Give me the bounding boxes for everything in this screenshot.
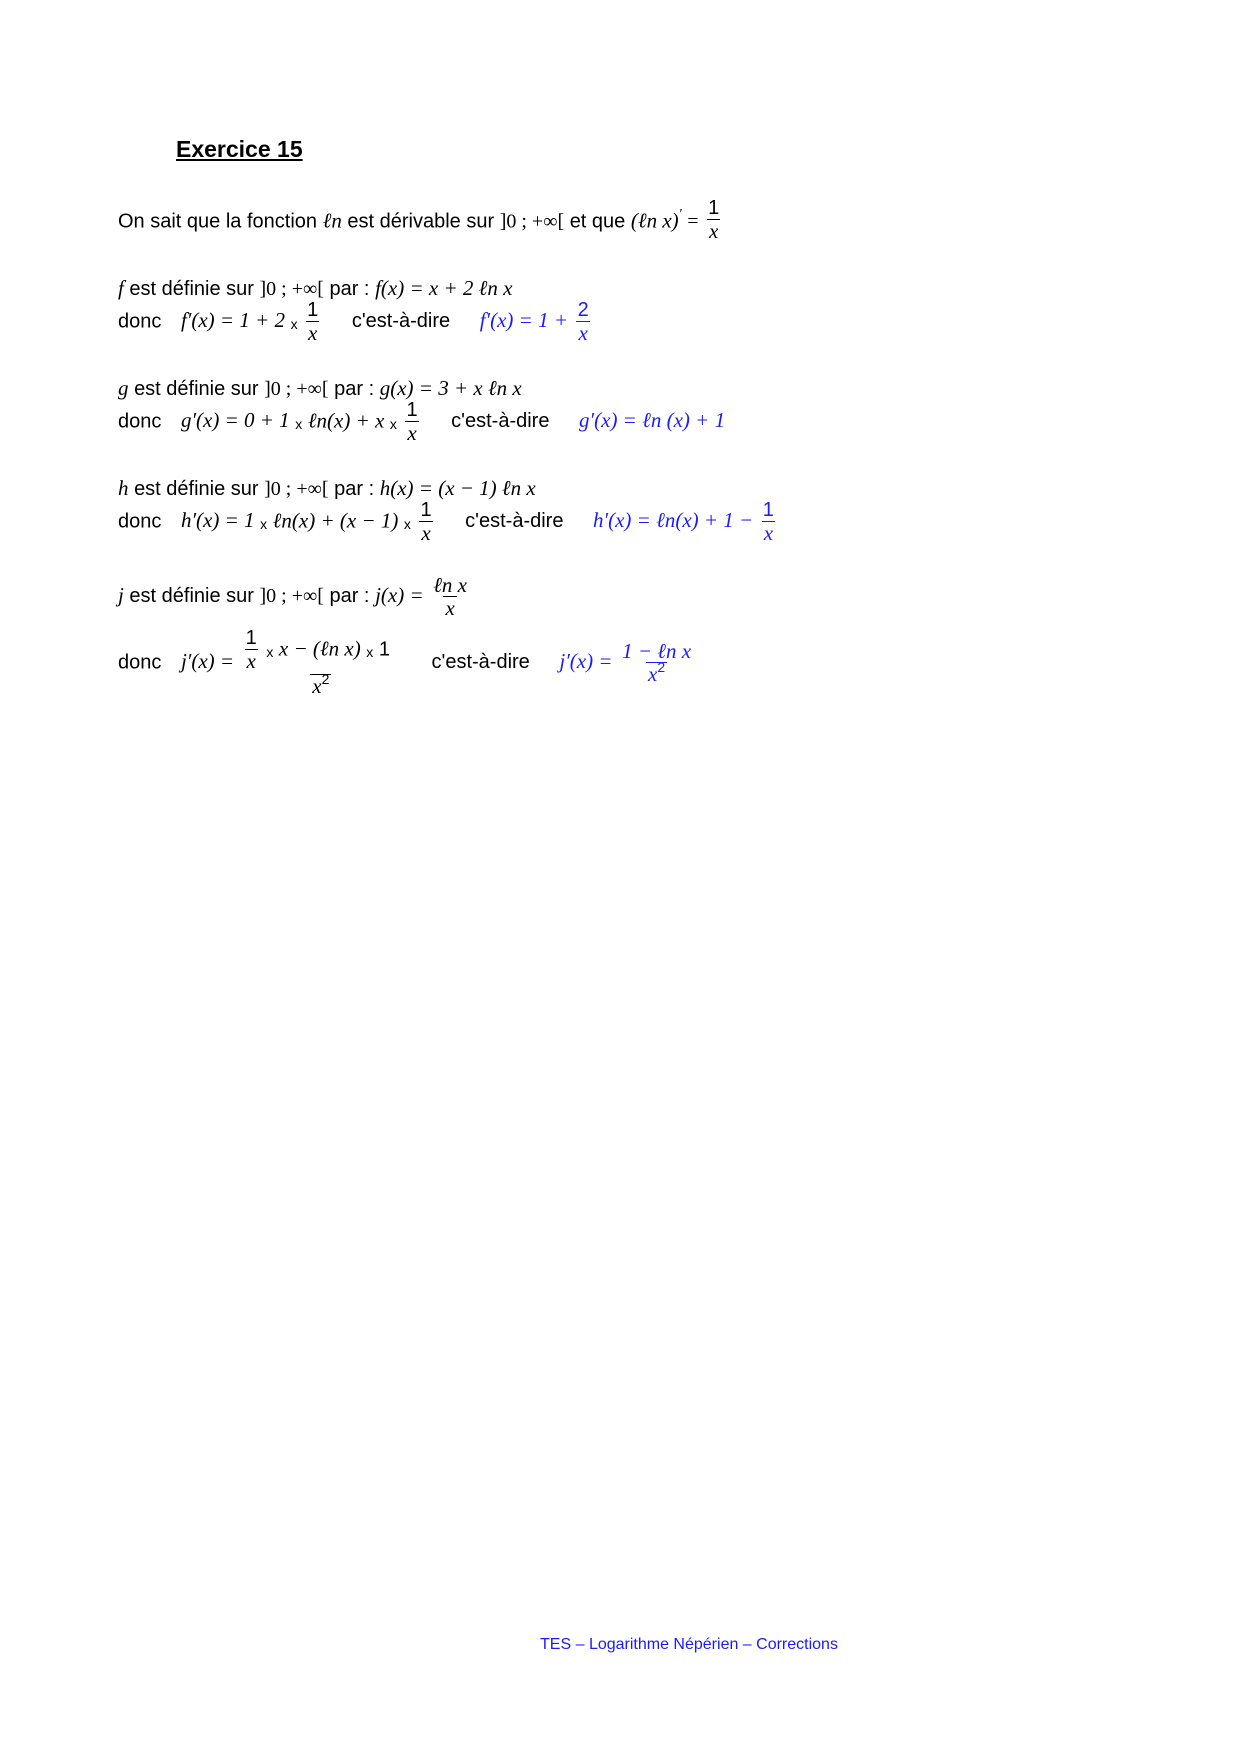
g-cad: c'est-à-dire	[451, 410, 550, 433]
h-result-num: 1	[762, 499, 774, 521]
j-step-den: x	[312, 674, 322, 699]
j-def-lhs: j(x) =	[375, 582, 424, 607]
j-step-num-end: 1	[378, 638, 390, 661]
j-step-inner-num: 1	[245, 627, 257, 649]
g-def-expr: g(x) = 3 + x ℓn x	[379, 376, 522, 400]
h-definition	[118, 476, 536, 501]
f-derivative-line	[118, 300, 593, 344]
j-donc: donc	[118, 651, 162, 674]
g-step-den: x	[407, 421, 417, 445]
page-footer: TES – Logarithme Népérien – Corrections	[540, 1636, 838, 1653]
intro-eq: =	[687, 210, 699, 233]
h-step-den: x	[421, 521, 431, 545]
g-result: g′(x) = ℓn (x) + 1	[579, 408, 726, 433]
intro-lhs: (ℓn x)	[630, 208, 679, 233]
g-donc: donc	[118, 410, 162, 433]
j-result-lhs: j′(x) =	[559, 649, 613, 674]
intro-interval: ]0 ; +∞[	[499, 210, 565, 233]
h-derivative-line	[118, 500, 778, 544]
f-result-den: x	[578, 321, 588, 345]
j-def-text: est définie sur	[129, 584, 254, 607]
j-step-fraction	[242, 628, 400, 698]
j-result-den-exp: 2	[657, 659, 666, 676]
j-step-inner-fraction	[244, 628, 259, 672]
j-step-den-exp: 2	[321, 671, 330, 688]
h-times-1: x	[260, 516, 268, 533]
j-step-inner-den: x	[246, 649, 256, 673]
g-step-b: ℓn(x) + x	[307, 408, 385, 433]
g-times-2: x	[389, 416, 397, 433]
h-result	[593, 499, 778, 545]
intro-prime: ′	[678, 207, 682, 223]
h-step-a: h′(x) = 1	[180, 508, 255, 533]
intro-text-c: et que	[569, 210, 626, 233]
j-cad: c'est-à-dire	[431, 651, 530, 674]
j-result	[559, 639, 695, 687]
f-result-fraction	[576, 300, 591, 344]
h-name: h	[118, 476, 129, 500]
f-result	[479, 299, 593, 345]
j-interval: ]0 ; +∞[	[259, 584, 324, 607]
f-def-expr: f(x) = x + 2 ℓn x	[375, 276, 513, 300]
g-step-fraction	[404, 400, 419, 444]
j-name: j	[118, 582, 124, 607]
j-result-denominator	[646, 659, 667, 687]
f-par: par :	[329, 278, 370, 300]
j-definition	[118, 574, 471, 619]
j-step-lhs: j′(x) =	[180, 649, 235, 674]
f-interval: ]0 ; +∞[	[259, 278, 324, 300]
j-def-den: x	[445, 596, 455, 621]
g-definition	[118, 376, 522, 401]
j-def-num: ℓn x	[433, 573, 468, 597]
f-step-num: 1	[307, 299, 319, 321]
j-times-2: x	[366, 644, 374, 661]
f-definition	[118, 276, 512, 301]
intro-fraction-num: 1	[708, 197, 720, 219]
h-result-lhs: h′(x) = ℓn(x) + 1 −	[593, 508, 754, 533]
j-step-denominator	[310, 671, 331, 699]
h-step-num: 1	[420, 499, 432, 521]
intro-text-a: On sait que la fonction	[118, 210, 318, 233]
g-interval: ]0 ; +∞[	[264, 378, 329, 400]
g-name: g	[118, 376, 129, 400]
h-result-fraction	[761, 500, 776, 544]
j-step-num-rest: x − (ℓn x)	[278, 636, 361, 661]
f-step-den: x	[308, 321, 318, 345]
h-step-fraction	[418, 500, 433, 544]
h-result-den: x	[763, 521, 774, 545]
f-donc: donc	[118, 310, 162, 333]
h-def-expr: h(x) = (x − 1) ℓn x	[379, 476, 536, 500]
g-par: par :	[334, 378, 375, 400]
j-def-fraction	[431, 574, 469, 619]
intro-fraction	[706, 198, 721, 242]
h-par: par :	[334, 478, 375, 500]
g-step-num: 1	[406, 399, 418, 421]
f-name: f	[118, 276, 124, 300]
g-step-a: g′(x) = 0 + 1	[180, 408, 290, 433]
f-times: x	[290, 316, 298, 333]
f-result-num: 2	[577, 299, 589, 321]
h-cad: c'est-à-dire	[465, 510, 564, 533]
f-result-lhs: f′(x) = 1 +	[479, 308, 569, 333]
h-times-2: x	[403, 516, 411, 533]
f-cad: c'est-à-dire	[351, 310, 451, 333]
f-def-text: est définie sur	[129, 278, 254, 300]
intro-line	[118, 197, 723, 244]
exercise-title: Exercice 15	[176, 136, 303, 162]
f-step-lhs: f′(x) = 1 + 2	[180, 308, 286, 333]
j-times-1: x	[266, 644, 274, 661]
h-def-text: est définie sur	[134, 478, 259, 500]
j-step-numerator	[242, 628, 400, 674]
j-par: par :	[329, 584, 370, 607]
h-donc: donc	[118, 510, 162, 533]
j-derivative-line	[118, 628, 695, 698]
f-step-fraction	[305, 300, 320, 344]
j-result-num: 1 − ℓn x	[622, 639, 692, 663]
g-derivative-line	[118, 400, 725, 444]
h-step-b: ℓn(x) + (x − 1)	[272, 508, 399, 533]
j-result-fraction	[620, 640, 693, 686]
h-interval: ]0 ; +∞[	[264, 478, 329, 500]
j-result-den: x	[648, 662, 658, 687]
intro-text-b: est dérivable sur	[347, 210, 495, 233]
intro-fraction-den: x	[709, 219, 719, 243]
intro-ln: ℓn	[322, 208, 342, 233]
g-times-1: x	[295, 416, 303, 433]
g-def-text: est définie sur	[134, 378, 259, 400]
